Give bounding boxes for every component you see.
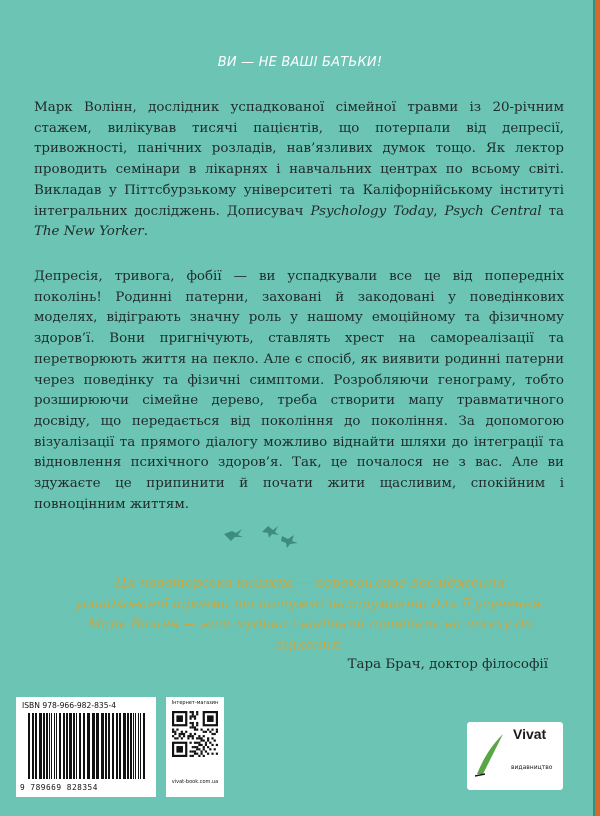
qr-module bbox=[183, 733, 185, 735]
qr-module bbox=[200, 729, 202, 731]
birds-illustration bbox=[220, 520, 320, 550]
publisher-subtitle: видавництво bbox=[511, 764, 553, 771]
qr-module bbox=[205, 750, 207, 752]
about-author-text: . bbox=[143, 224, 148, 240]
pen-logo-icon bbox=[473, 730, 507, 778]
qr-module bbox=[176, 746, 183, 753]
qr-module bbox=[209, 731, 211, 733]
barcode-bar bbox=[116, 713, 118, 779]
qr-module bbox=[187, 737, 189, 739]
isbn-text: ISBN 978-966-982-835-4 bbox=[22, 701, 117, 710]
book-description: Депресія, тривога, фобії — ви успадкували все це від попередніх поколінь! Родинні патерни, заховані й закодовані у поведінкових моделях, відіграють значну роль у нашому емоційному та фізичному здоров’ї. Вони пригнічують, ставлять хрест на самореалізації та перетворюють життя на пекло. Але є спосіб, як виявити родинні патерни через поведінку та фізичні симптоми. Розробляючи генограму, тобто розширюючи сімейне дерево, треба створити мапу травматичного досвіду, що передається від покоління до покоління. За допомогою візуалізації та прямого діалогу можливо віднайти шляхи до інтеграції та відновлення психічного здоров’я. Так, це почалося не з вас. Але ви здужаєте це припинити й почати жити щасливим, спокійним і повноцінним життям. bbox=[34, 269, 564, 512]
qr-module bbox=[198, 737, 200, 739]
qr-module bbox=[207, 753, 209, 755]
barcode-bar bbox=[112, 713, 114, 779]
qr-module bbox=[214, 748, 216, 750]
qr-module bbox=[216, 729, 218, 731]
qr-module bbox=[196, 711, 198, 713]
qr-module bbox=[192, 735, 194, 737]
qr-module bbox=[190, 733, 192, 735]
qr-module bbox=[190, 711, 192, 713]
barcode-bar bbox=[39, 713, 42, 779]
barcode bbox=[24, 713, 148, 781]
qr-module bbox=[209, 742, 211, 744]
qr-module bbox=[205, 744, 207, 746]
qr-module bbox=[185, 731, 187, 733]
qr-module bbox=[181, 733, 183, 735]
qr-module bbox=[203, 739, 205, 741]
publisher-logo bbox=[467, 722, 563, 790]
qr-module bbox=[176, 729, 178, 731]
barcode-bar bbox=[135, 713, 136, 779]
barcode-bar bbox=[46, 713, 48, 779]
qr-module bbox=[200, 739, 202, 741]
barcode-bar bbox=[143, 713, 145, 779]
barcode-bar bbox=[76, 713, 77, 779]
barcode-bar bbox=[119, 713, 121, 779]
qr-module bbox=[207, 739, 209, 741]
qr-module bbox=[214, 733, 216, 735]
publication-name: Psychology Today bbox=[310, 203, 434, 219]
barcode-bar bbox=[63, 713, 65, 779]
qr-module bbox=[192, 713, 194, 715]
qr-module bbox=[172, 729, 174, 731]
about-author bbox=[34, 98, 564, 243]
qr-module bbox=[203, 755, 205, 757]
qr-module bbox=[192, 711, 194, 713]
qr-module bbox=[196, 737, 198, 739]
qr-url: vivat-book.com.ua bbox=[171, 779, 219, 785]
qr-module bbox=[174, 737, 176, 739]
qr-module bbox=[216, 753, 218, 755]
barcode-bar bbox=[73, 713, 75, 779]
qr-module bbox=[198, 742, 200, 744]
qr-module bbox=[194, 753, 196, 755]
barcode-bar bbox=[43, 713, 45, 779]
qr-module bbox=[198, 755, 200, 757]
qr-module bbox=[192, 724, 194, 726]
barcode-bar bbox=[79, 713, 81, 779]
qr-module bbox=[194, 718, 196, 720]
qr-module bbox=[196, 729, 198, 731]
barcode-number: 9 789669 828354 bbox=[20, 783, 98, 792]
qr-module bbox=[196, 724, 198, 726]
qr-label-box bbox=[166, 697, 224, 797]
qr-module bbox=[211, 744, 213, 746]
qr-module bbox=[207, 715, 214, 722]
qr-module bbox=[192, 750, 194, 752]
about-author-text: , bbox=[433, 203, 445, 219]
qr-module bbox=[190, 750, 192, 752]
qr-module bbox=[196, 753, 198, 755]
barcode-bar bbox=[56, 713, 57, 779]
qr-module bbox=[190, 755, 192, 757]
qr-module bbox=[196, 713, 198, 715]
review-quote: Ця новаторська книжка — переконливе дослідження успадкованої травми та потужні інструменти для її усунення. Марк Волінн — наш мудрий і надійний провідник на шляху до зцілення. bbox=[75, 576, 545, 653]
qr-module bbox=[194, 742, 196, 744]
qr-module bbox=[174, 731, 176, 733]
barcode-bar bbox=[108, 713, 110, 779]
qr-module bbox=[194, 746, 196, 748]
barcode-bar bbox=[127, 713, 129, 779]
qr-module bbox=[176, 737, 178, 739]
publisher-name: Vivat bbox=[513, 726, 547, 742]
qr-module bbox=[216, 731, 218, 733]
publication-name: The New Yorker bbox=[34, 224, 144, 240]
barcode-bar bbox=[92, 713, 95, 779]
barcode-bar bbox=[138, 713, 139, 779]
qr-module bbox=[190, 726, 192, 728]
qr-module bbox=[194, 729, 196, 731]
qr-module bbox=[196, 748, 198, 750]
qr-module bbox=[203, 748, 205, 750]
qr-module bbox=[216, 744, 218, 746]
qr-module bbox=[194, 715, 196, 717]
qr-module bbox=[192, 737, 194, 739]
qr-code bbox=[172, 711, 218, 757]
qr-module bbox=[198, 744, 200, 746]
qr-module bbox=[190, 735, 192, 737]
barcode-bar bbox=[101, 713, 104, 779]
qr-module bbox=[205, 742, 207, 744]
qr-module bbox=[207, 737, 209, 739]
barcode-bar bbox=[69, 713, 72, 779]
qr-module bbox=[203, 735, 205, 737]
tagline: ВИ — НЕ ВАШІ БАТЬКИ! bbox=[217, 55, 383, 70]
qr-module bbox=[172, 731, 174, 733]
qr-module bbox=[203, 746, 205, 748]
qr-module bbox=[198, 735, 200, 737]
barcode-bar bbox=[96, 713, 99, 779]
qr-module bbox=[207, 729, 209, 731]
qr-module bbox=[211, 737, 213, 739]
qr-module bbox=[176, 715, 183, 722]
about-author-text: Марк Волінн, дослідник успадкованої сімейної травми із 20-річним стажем, вилікував тисячі пацієнтів, що потерпали від депресії, тривожності, панічних розладів, нав’язливих думок тощо. Як лектор проводить семінари в лікарнях і навчальних центрах по всьому світі. Викладав у Піттсбурзькому університеті та Каліфорнійському інституті інтегральних досліджень. Дописувач bbox=[34, 100, 564, 219]
qr-module bbox=[205, 731, 207, 733]
barcode-bar bbox=[54, 713, 55, 779]
qr-module bbox=[192, 722, 194, 724]
qr-caption: Інтернет-магазин bbox=[171, 700, 219, 706]
qr-module bbox=[192, 715, 194, 717]
qr-module bbox=[207, 746, 209, 748]
publication-name: Psych Central bbox=[444, 203, 542, 219]
qr-module bbox=[200, 750, 202, 752]
qr-module bbox=[187, 735, 189, 737]
qr-module bbox=[190, 722, 192, 724]
barcode-bar bbox=[130, 713, 132, 779]
quote-author: Тара Брач, доктор філософії bbox=[347, 657, 548, 672]
qr-module bbox=[200, 737, 202, 739]
barcode-bar bbox=[105, 713, 107, 779]
qr-module bbox=[181, 737, 183, 739]
qr-module bbox=[194, 750, 196, 752]
qr-module bbox=[211, 729, 213, 731]
qr-module bbox=[190, 742, 192, 744]
qr-module bbox=[192, 726, 194, 728]
qr-module bbox=[196, 746, 198, 748]
barcode-bar bbox=[83, 713, 85, 779]
barcode-bar bbox=[49, 713, 50, 779]
qr-module bbox=[209, 748, 211, 750]
qr-module bbox=[181, 731, 183, 733]
about-author-text: та bbox=[541, 203, 565, 219]
qr-module bbox=[211, 733, 213, 735]
qr-module bbox=[172, 735, 174, 737]
qr-module bbox=[190, 715, 192, 717]
barcode-bar bbox=[133, 713, 134, 779]
qr-module bbox=[183, 735, 185, 737]
barcode-bar bbox=[140, 713, 141, 779]
isbn-label bbox=[16, 697, 156, 797]
qr-module bbox=[198, 748, 200, 750]
qr-module bbox=[179, 733, 181, 735]
barcode-bar bbox=[59, 713, 61, 779]
barcode-bar bbox=[123, 713, 126, 779]
barcode-bar bbox=[28, 713, 30, 779]
barcode-bar bbox=[87, 713, 90, 779]
qr-module bbox=[174, 733, 176, 735]
spine-edge-orange bbox=[595, 0, 600, 816]
qr-module bbox=[211, 753, 213, 755]
qr-module bbox=[179, 735, 181, 737]
qr-module bbox=[192, 746, 194, 748]
qr-module bbox=[214, 739, 216, 741]
qr-module bbox=[194, 733, 196, 735]
qr-module bbox=[196, 742, 198, 744]
qr-module bbox=[190, 718, 192, 720]
qr-module bbox=[192, 755, 194, 757]
barcode-bar bbox=[32, 713, 34, 779]
qr-module bbox=[203, 731, 205, 733]
barcode-bar bbox=[51, 713, 52, 779]
barcode-bar bbox=[35, 713, 37, 779]
qr-module bbox=[200, 744, 202, 746]
qr-module bbox=[196, 722, 198, 724]
qr-module bbox=[200, 753, 202, 755]
barcode-bar bbox=[66, 713, 68, 779]
qr-module bbox=[194, 726, 196, 728]
